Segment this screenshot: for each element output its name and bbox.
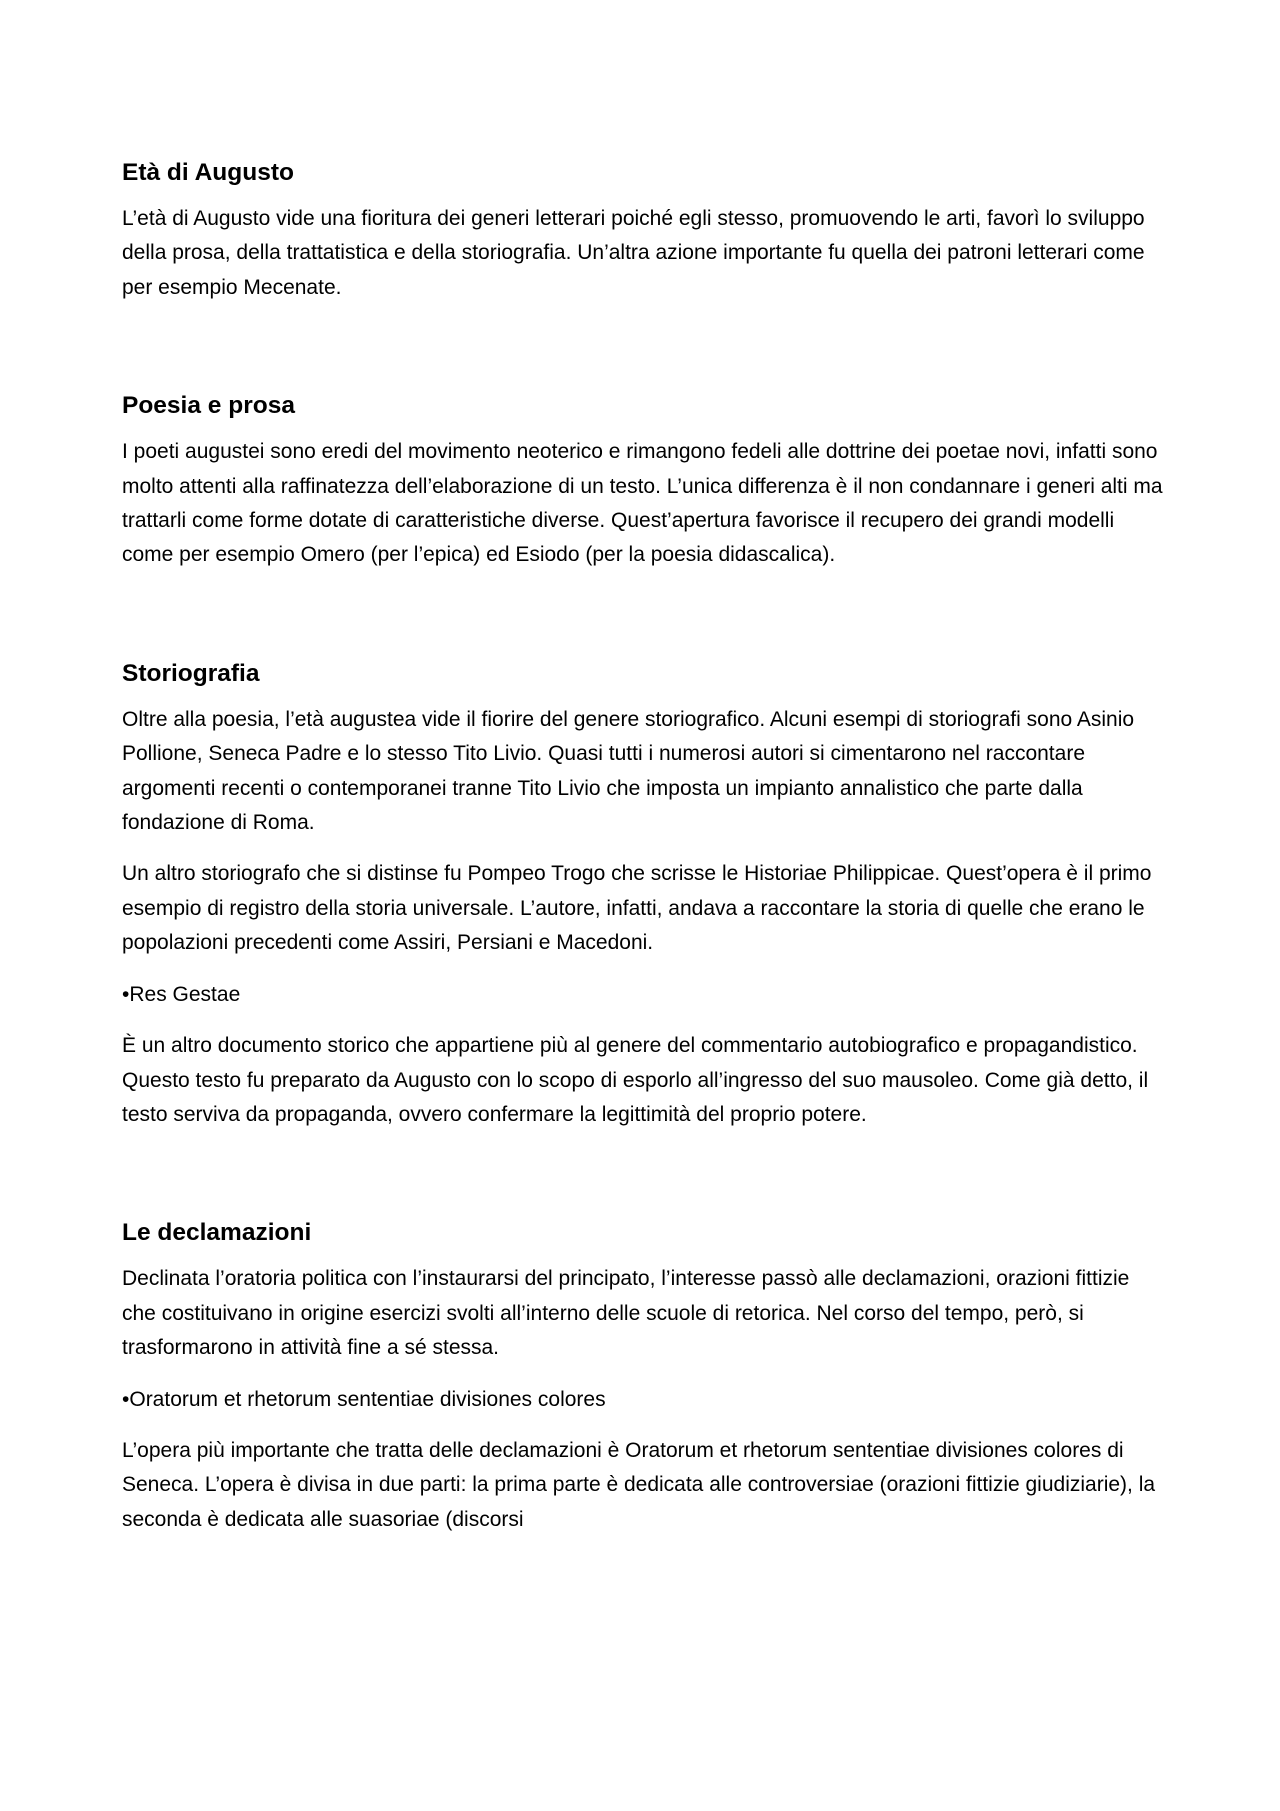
bullet-item-res-gestae: [122, 978, 1167, 1012]
paragraph: L’età di Augusto vide una fioritura dei generi letterari poiché egli stesso, promuovendo le arti, favorì lo sviluppo della prosa, della trattatistica e della storiografia. Un’altra azione importante fu quella dei patroni letterari come per esempio Mecenate.: [122, 207, 1145, 299]
paragraph: Declinata l’oratoria politica con l’instaurarsi del principato, l’interesse passò alle declamazioni, orazioni fittizie che costituivano in origine esercizi svolti all’interno delle scuole di retorica. Nel corso del tempo, però, si trasformarono in attività fine a sé stessa.: [122, 1267, 1130, 1360]
bullet-label: Oratorum et rhetorum sententiae divisiones colores: [129, 1387, 606, 1411]
document-body: [122, 150, 1167, 1537]
paragraph: Un altro storiografo che si distinse fu Pompeo Trogo che scrisse le Historiae Philippicae. Quest’opera è il primo esempio di registro della storia universale. L’autore, infatti, andava a raccontare la storia di quelle che erano le popolazioni precedenti come Assiri, Persiani e Macedoni.: [122, 862, 1152, 955]
section-heading-le-declamazioni: Le declamazioni: [122, 1219, 312, 1247]
section-heading-poesia-e-prosa: Poesia e prosa: [122, 392, 295, 420]
section-heading-storiografia: Storiografia: [122, 659, 260, 687]
paragraph: L’opera più importante che tratta delle declamazioni è Oratorum et rhetorum sententiae divisiones colores di Seneca. L’opera è divisa in due parti: la prima parte è dedicata alle controversiae (orazioni fittizie giudiziarie), la seconda è dedicata alle suasoriae (discorsi: [122, 1438, 1156, 1531]
bullet-label: Res Gestae: [129, 982, 241, 1006]
section-heading-eta-di-augusto: Età di Augusto: [122, 159, 294, 186]
bullet-item-oratorum: [122, 1383, 1167, 1417]
paragraph: È un altro documento storico che appartiene più al genere del commentario autobiografico e propagandistico. Questo testo fu preparato da Augusto con lo scopo di esporlo all’ingresso del suo mausoleo. Come già detto, il testo serviva da propaganda, ovvero confermare la legittimità del proprio potere.: [122, 1034, 1149, 1126]
paragraph: Oltre alla poesia, l’età augustea vide il fiorire del genere storiografico. Alcuni esempi di storiografi sono Asinio Pollione, Seneca Padre e lo stesso Tito Livio. Quasi tutti i numerosi autori si cimentarono nel raccontare argomenti recenti o contemporanei tranne Tito Livio che imposta un impianto annalistico che parte dalla fondazione di Roma.: [122, 707, 1135, 835]
bullet-icon: •: [122, 1387, 130, 1411]
bullet-icon: •: [122, 982, 130, 1006]
paragraph: I poeti augustei sono eredi del movimento neoterico e rimangono fedeli alle dottrine dei poetae novi, infatti sono molto attenti alla raffinatezza dell’elaborazione di un testo. L’unica differenza è il non condannare i generi alti ma trattarli come forme dotate di caratteristiche diverse. Quest’apertura favorisce il recupero dei grandi modelli come per esempio Omero (per l’epica) ed Esiodo (per la poesia didascalica).: [122, 440, 1163, 567]
